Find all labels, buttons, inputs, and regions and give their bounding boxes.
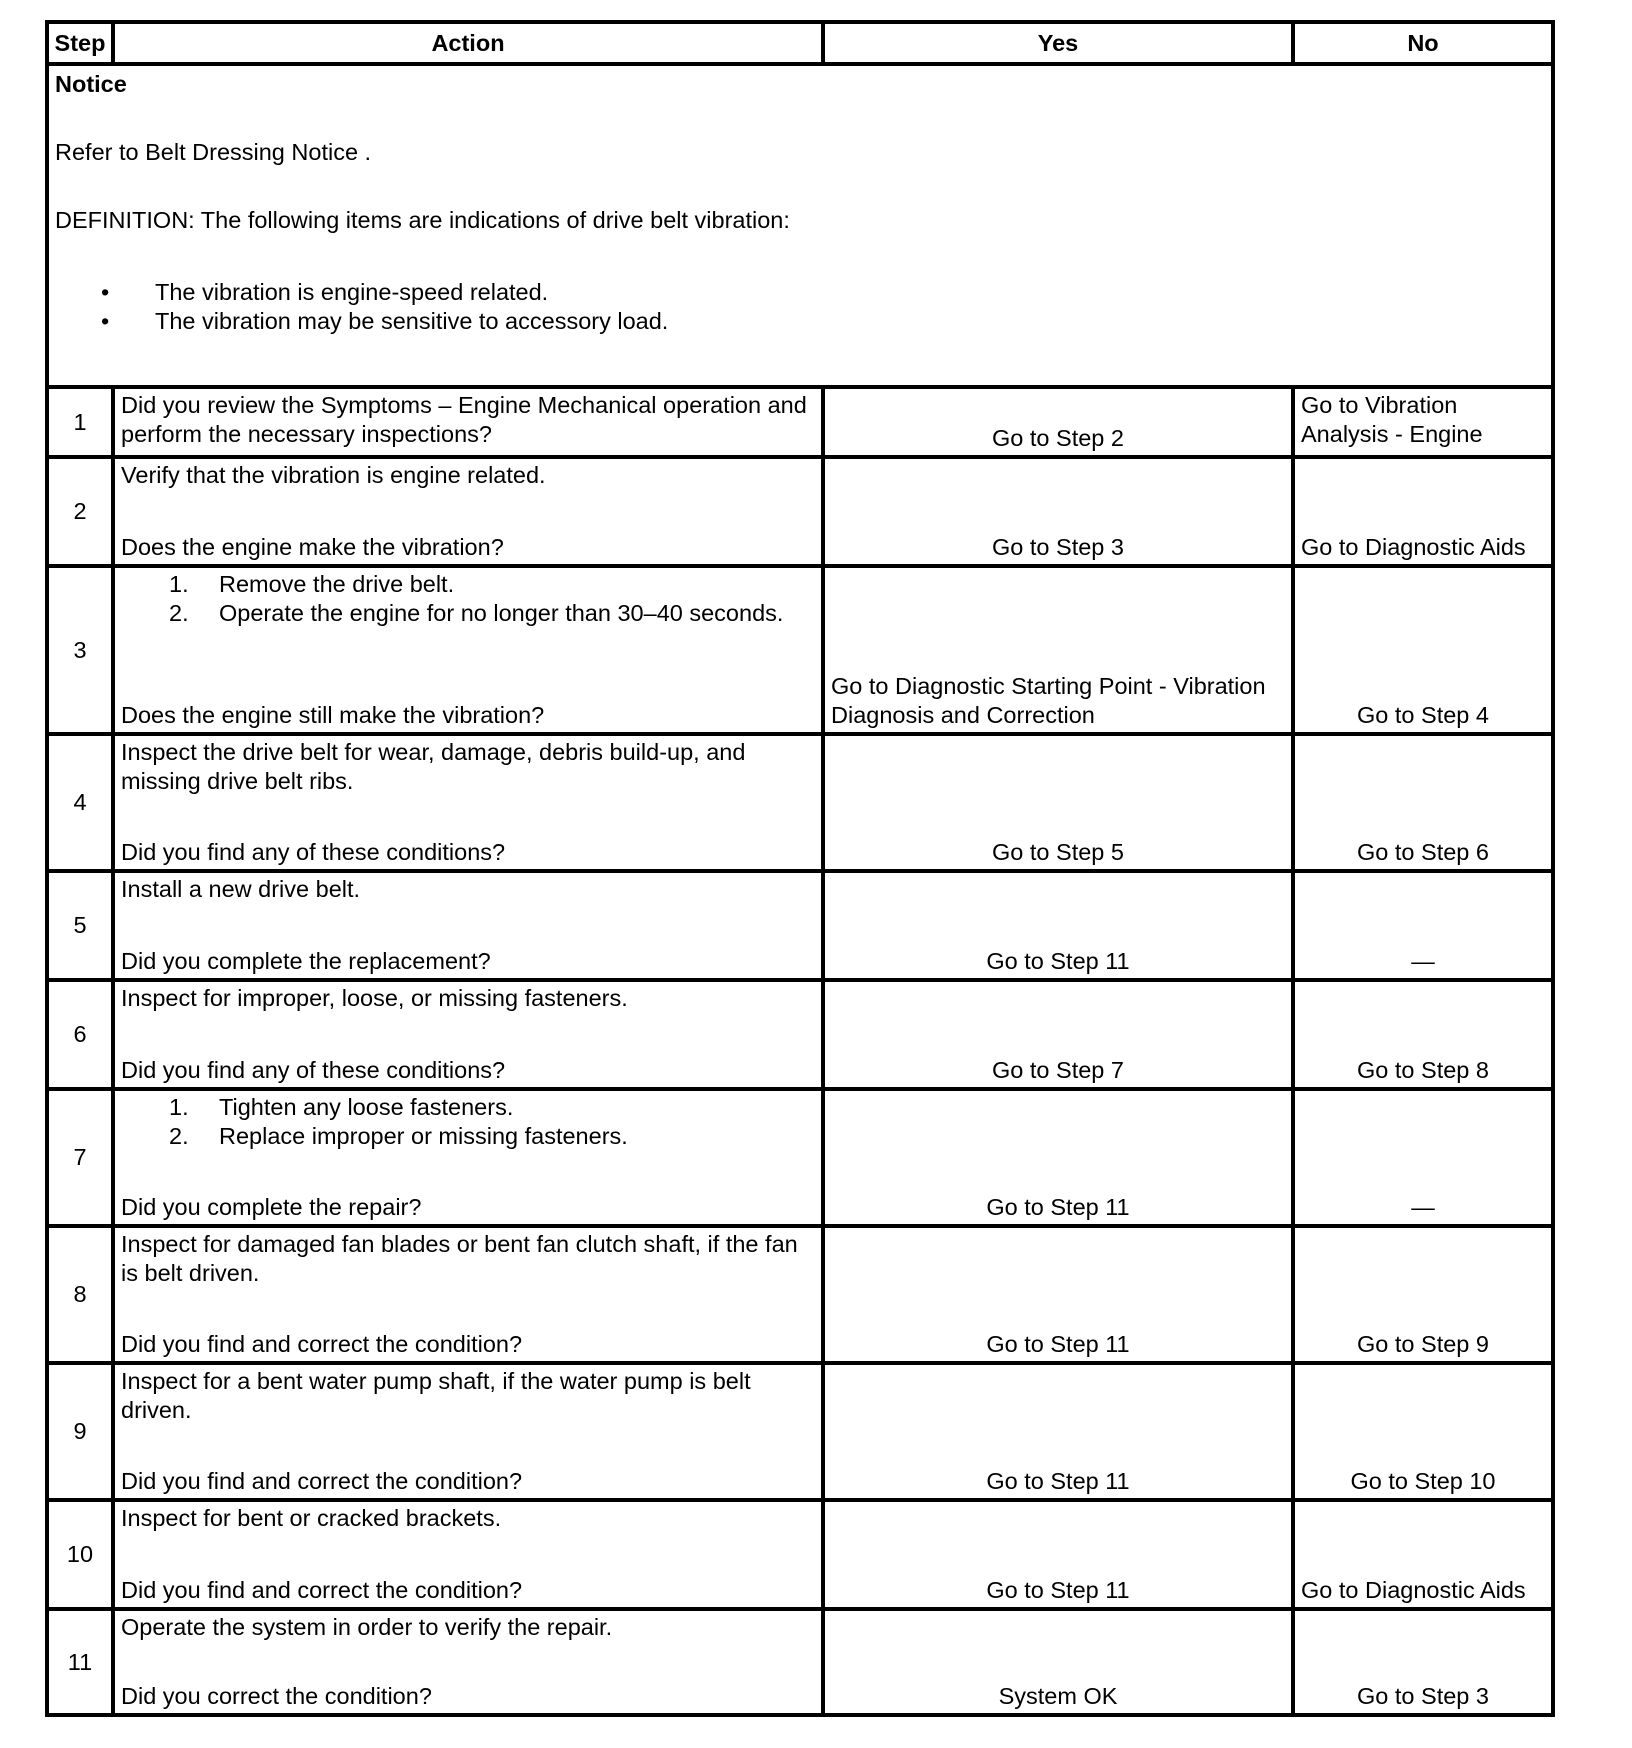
step-action xyxy=(115,1091,825,1224)
no-link[interactable]: Go to Step 8 xyxy=(1357,1057,1489,1083)
yes-link[interactable]: Go to Step 11 xyxy=(986,1194,1130,1220)
list-item: 2. Replace improper or missing fasteners. xyxy=(169,1123,628,1149)
step-action xyxy=(115,568,825,732)
list-item: 1. Remove the drive belt. xyxy=(169,571,455,597)
notice-reference: Refer to Belt Dressing Notice . xyxy=(55,139,372,165)
header-yes: Yes xyxy=(825,24,1295,62)
no-link[interactable]: Go to Step 10 xyxy=(1350,1468,1496,1494)
table-row xyxy=(49,982,1551,1091)
step-action xyxy=(115,1228,825,1361)
step-no xyxy=(1295,736,1551,869)
table-row xyxy=(49,873,1551,982)
step-question: Did you find and correct the condition? xyxy=(121,1577,523,1603)
step-question: Does the engine still make the vibration? xyxy=(121,702,545,728)
no-link[interactable]: Go to Vibration Analysis - Engine xyxy=(1301,392,1483,447)
step-yes xyxy=(825,736,1295,869)
step-action xyxy=(115,1502,825,1607)
step-instruction: Inspect for damaged fan blades or bent fan clutch shaft, if the fan is belt driven. xyxy=(121,1231,798,1286)
table-row xyxy=(49,1365,1551,1502)
step-action xyxy=(115,873,825,978)
no-dash: — xyxy=(1411,1194,1435,1220)
yes-link[interactable]: Go to Step 11 xyxy=(986,1331,1130,1357)
no-link[interactable]: Go to Step 9 xyxy=(1357,1331,1489,1357)
table-header-row xyxy=(49,24,1551,66)
step-no xyxy=(1295,1365,1551,1498)
no-dash: — xyxy=(1411,948,1435,974)
no-link[interactable]: Go to Diagnostic Aids xyxy=(1301,1577,1526,1603)
step-number: 6 xyxy=(49,982,115,1087)
step-question: Did you find any of these conditions? xyxy=(121,839,506,865)
step-number: 7 xyxy=(49,1091,115,1224)
step-yes xyxy=(825,459,1295,564)
step-yes xyxy=(825,389,1295,455)
step-instruction: Inspect for bent or cracked brackets. xyxy=(121,1505,502,1531)
step-instruction: Operate the system in order to verify the repair. xyxy=(121,1614,613,1640)
yes-result: System OK xyxy=(998,1683,1118,1709)
step-question: Did you find and correct the condition? xyxy=(121,1331,523,1357)
list-item: • The vibration is engine-speed related. xyxy=(55,278,1545,307)
step-no xyxy=(1295,568,1551,732)
step-number: 10 xyxy=(49,1502,115,1607)
step-number: 5 xyxy=(49,873,115,978)
step-yes xyxy=(825,1365,1295,1498)
step-instruction-list xyxy=(121,570,816,628)
step-number: 8 xyxy=(49,1228,115,1361)
table-row xyxy=(49,736,1551,873)
step-question: Did you find and correct the condition? xyxy=(121,1468,523,1494)
step-no xyxy=(1295,1611,1551,1713)
list-item: 2. Operate the engine for no longer than 30–40 seconds. xyxy=(169,600,784,626)
step-question: Does the engine make the vibration? xyxy=(121,534,504,560)
step-number: 4 xyxy=(49,736,115,869)
table-row xyxy=(49,1091,1551,1228)
yes-link[interactable]: Go to Step 11 xyxy=(986,1468,1130,1494)
diagnostic-table xyxy=(45,20,1555,1717)
yes-link[interactable]: Go to Step 5 xyxy=(992,839,1124,865)
step-question: Did you correct the condition? xyxy=(121,1683,432,1709)
notice-block xyxy=(55,70,1545,336)
step-no xyxy=(1295,873,1551,978)
step-no xyxy=(1295,459,1551,564)
notice-definition: DEFINITION: The following items are indications of drive belt vibration: xyxy=(55,207,790,233)
header-step: Step xyxy=(49,24,115,62)
step-instruction-list xyxy=(121,1093,816,1151)
yes-link[interactable]: Go to Step 2 xyxy=(992,425,1124,451)
step-no xyxy=(1295,1091,1551,1224)
table-row xyxy=(49,459,1551,568)
step-number: 9 xyxy=(49,1365,115,1498)
no-link[interactable]: Go to Step 6 xyxy=(1357,839,1489,865)
step-no xyxy=(1295,1502,1551,1607)
header-no: No xyxy=(1407,30,1439,56)
table-row xyxy=(49,568,1551,736)
step-instruction: Install a new drive belt. xyxy=(121,876,361,902)
step-no xyxy=(1295,389,1551,455)
list-item: 1. Tighten any loose fasteners. xyxy=(169,1094,514,1120)
step-action xyxy=(115,982,825,1087)
step-instruction: Inspect for improper, loose, or missing fasteners. xyxy=(121,985,628,1011)
table-row xyxy=(49,1611,1551,1713)
table-row xyxy=(49,389,1551,459)
yes-link[interactable]: Go to Step 11 xyxy=(986,1577,1130,1603)
yes-link[interactable]: Go to Step 7 xyxy=(992,1057,1124,1083)
yes-link[interactable]: Go to Step 3 xyxy=(992,534,1124,560)
step-yes xyxy=(825,873,1295,978)
yes-link[interactable]: Go to Diagnostic Starting Point - Vibration Diagnosis and Correction xyxy=(831,673,1266,728)
step-action xyxy=(115,736,825,869)
step-no xyxy=(1295,982,1551,1087)
table-row xyxy=(49,1228,1551,1365)
list-item: • The vibration may be sensitive to accessory load. xyxy=(55,307,1545,336)
yes-link[interactable]: Go to Step 11 xyxy=(986,948,1130,974)
step-no xyxy=(1295,1228,1551,1361)
no-link[interactable]: Go to Step 3 xyxy=(1357,1683,1489,1709)
step-action xyxy=(115,1365,825,1498)
step-number: 2 xyxy=(49,459,115,564)
no-link[interactable]: Go to Diagnostic Aids xyxy=(1301,534,1526,560)
step-number: 11 xyxy=(49,1611,115,1713)
notice-title: Notice xyxy=(55,71,127,97)
step-question: Did you complete the repair? xyxy=(121,1194,422,1220)
no-link[interactable]: Go to Step 4 xyxy=(1357,702,1489,728)
step-number: 3 xyxy=(49,568,115,732)
step-yes xyxy=(825,1611,1295,1713)
step-yes xyxy=(825,1091,1295,1224)
step-instruction: Inspect the drive belt for wear, damage, debris build-up, and missing drive belt ribs. xyxy=(121,739,746,794)
step-instruction: Verify that the vibration is engine related. xyxy=(121,462,546,488)
step-yes xyxy=(825,568,1295,732)
step-action xyxy=(115,1611,825,1713)
notice-row xyxy=(49,66,1551,389)
step-yes xyxy=(825,982,1295,1087)
table-row xyxy=(49,1502,1551,1611)
step-number: 1 xyxy=(49,389,115,455)
step-question: Did you complete the replacement? xyxy=(121,948,491,974)
step-question: Did you find any of these conditions? xyxy=(121,1057,506,1083)
step-yes xyxy=(825,1228,1295,1361)
notice-bullet-list xyxy=(55,278,1545,336)
step-action: Did you review the Symptoms – Engine Mechanical operation and perform the necessary inspections? xyxy=(115,389,825,455)
step-action xyxy=(115,459,825,564)
header-action: Action xyxy=(115,24,825,62)
step-yes xyxy=(825,1502,1295,1607)
step-instruction: Inspect for a bent water pump shaft, if the water pump is belt driven. xyxy=(121,1368,751,1423)
